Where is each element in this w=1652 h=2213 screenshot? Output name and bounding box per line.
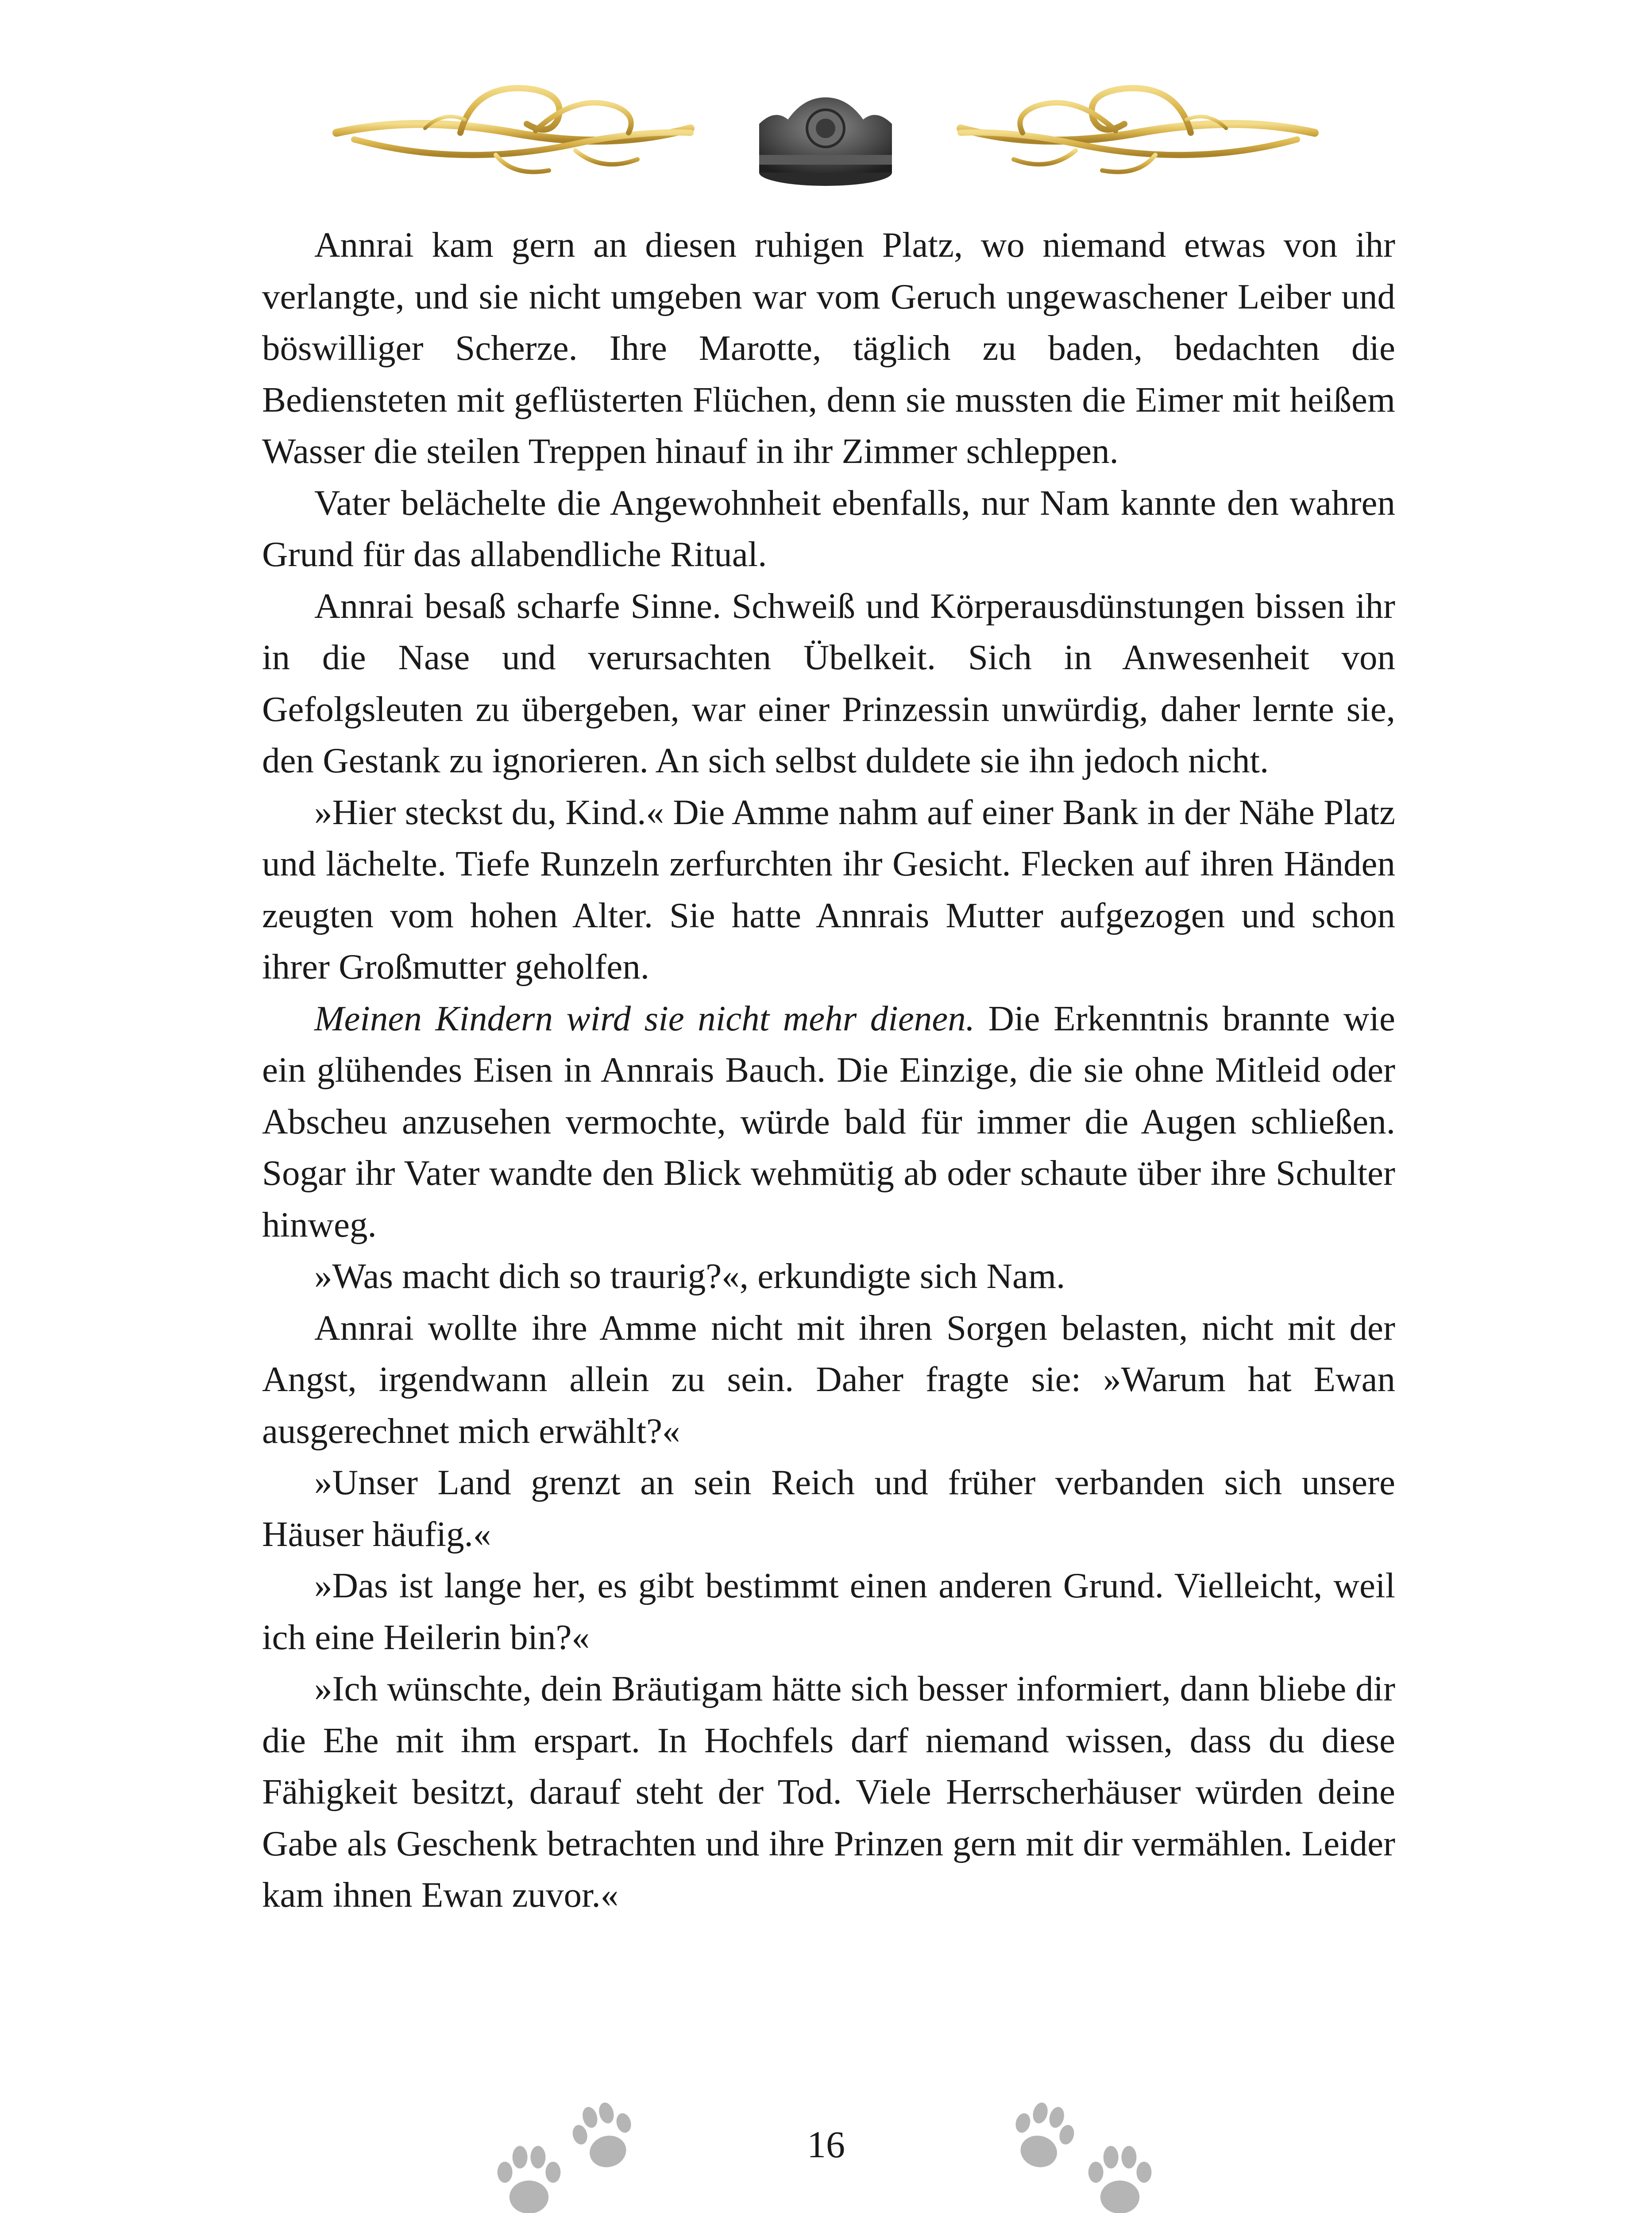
paragraph bbox=[262, 1560, 1395, 1663]
header-ornament bbox=[328, 66, 1324, 199]
text-run: Annrai kam gern an diesen ruhigen Platz, wo niemand etwas von ihr verlangte, und sie nicht umgeben war vom Geruch ungewaschener Leiber und böswilliger Scherze. Ihre Marotte, täglich zu baden, bedachten die Bediensteten mit geflüsterten Flüchen, denn sie mussten die Eimer mit heißem Wasser die steilen Treppen hinauf in ihr Zimmer schleppen. bbox=[262, 225, 1395, 471]
paragraph bbox=[262, 580, 1395, 787]
text-run: »Hier steckst du, Kind.« Die Amme nahm auf einer Bank in der Nähe Platz und lächelte. Tiefe Runzeln zerfurchten ihr Gesicht. Flecken auf ihren Händen zeugten vom hohen Alter. Sie hatte Annrais Mutter aufgezogen und schon ihrer Großmutter geholfen. bbox=[262, 792, 1395, 987]
paragraph bbox=[262, 477, 1395, 580]
text-run: »Unser Land grenzt an sein Reich und früher verbanden sich unsere Häuser häufig.« bbox=[262, 1462, 1395, 1554]
text-run: Annrai wollte ihre Amme nicht mit ihren Sorgen belasten, nicht mit der Angst, irgendwann allein zu sein. Daher fragte sie: »Warum hat Ewan ausgerechnet mich erwählt?« bbox=[262, 1307, 1395, 1451]
italic-text: Meinen Kindern wird sie nicht mehr dienen. bbox=[314, 998, 975, 1038]
text-run: »Was macht dich so traurig?«, erkundigte sich Nam. bbox=[314, 1256, 1065, 1296]
paragraph bbox=[262, 993, 1395, 1251]
crown-icon bbox=[759, 97, 892, 186]
paragraph bbox=[262, 219, 1395, 477]
paw-print-icon bbox=[1082, 2140, 1158, 2213]
paw-print-icon bbox=[491, 2140, 567, 2213]
paw-print-icon bbox=[560, 2090, 648, 2185]
gold-flourish-icon bbox=[961, 88, 1315, 172]
page-number: 16 bbox=[807, 2123, 845, 2166]
text-run: »Das ist lange her, es gibt bestimmt einen anderen Grund. Vielleicht, weil ich eine Heilerin bin?« bbox=[262, 1565, 1395, 1657]
text-run: Annrai besaß scharfe Sinne. Schweiß und Körperausdünstungen bissen ihr in die Nase und verursachten Übelkeit. Sich in Anwesenheit von Gefolgsleuten zu übergeben, war einer Prinzessin unwürdig, daher lernte sie, den Gestank zu ignorieren. An sich selbst duldete sie ihn jedoch nicht. bbox=[262, 586, 1395, 780]
paragraph bbox=[262, 787, 1395, 993]
body-text bbox=[262, 219, 1395, 1921]
text-run: »Ich wünschte, dein Bräutigam hätte sich besser informiert, dann bliebe dir die Ehe mit ihm erspart. In Hochfels darf niemand wissen, dass du diese Fähigkeit besitzt, darauf steht der Tod. Viele Herrscherhäuser würden deine Gabe als Geschenk betrachten und ihre Prinzen gern mit dir vermählen. Leider kam ihnen Ewan zuvor.« bbox=[262, 1669, 1395, 1915]
text-run: Die Erkenntnis brannte wie ein glühendes Eisen in Annrais Bauch. Die Einzige, die sie ohne Mitleid oder Abscheu anzusehen vermochte, würde bald für immer die Augen schließen. Sogar ihr Vater wandte den Blick wehmütig ab oder schaute über ihre Schulter hinweg. bbox=[262, 998, 1395, 1245]
gold-flourish-icon bbox=[336, 88, 691, 172]
paragraph bbox=[262, 1250, 1395, 1302]
text-run: Vater belächelte die Angewohnheit ebenfalls, nur Nam kannte den wahren Grund für das allabendliche Ritual. bbox=[262, 482, 1395, 574]
paragraph bbox=[262, 1457, 1395, 1560]
paragraph bbox=[262, 1302, 1395, 1457]
paragraph bbox=[262, 1663, 1395, 1921]
paw-print-icon bbox=[998, 2090, 1087, 2185]
